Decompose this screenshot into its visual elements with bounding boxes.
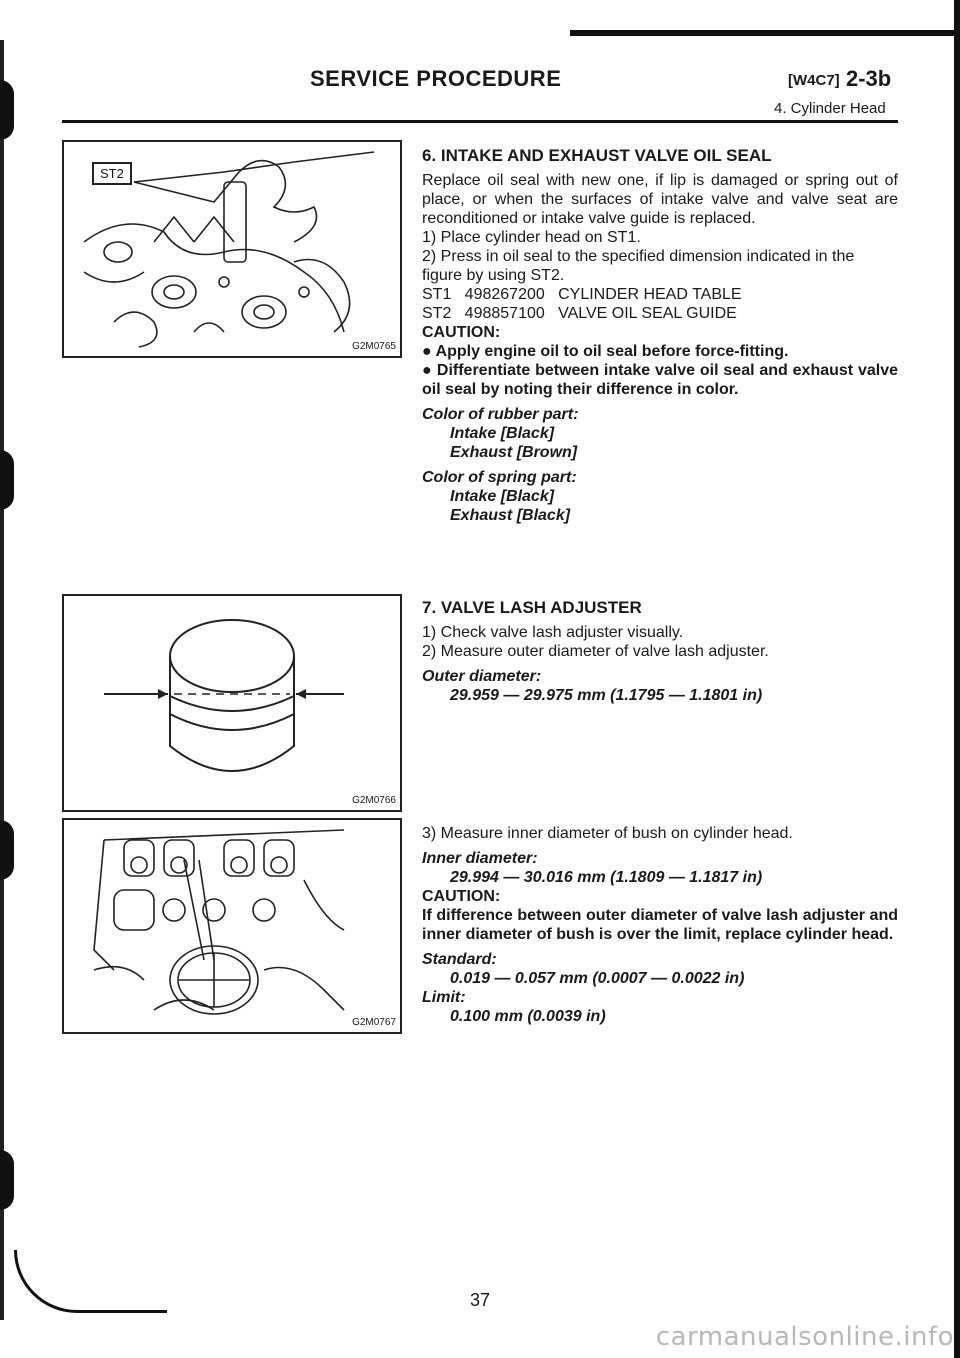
- page-edge: [954, 0, 960, 1358]
- binding-hole: [0, 1150, 14, 1210]
- caution-item: ● Differentiate between intake valve oil seal and exhaust valve oil seal by noting their difference in color.: [422, 362, 898, 398]
- step-text: 1) Check valve lash adjuster visually.: [422, 624, 684, 641]
- page-number: 37: [470, 1290, 491, 1310]
- binding-hole: [0, 80, 14, 140]
- section-oil-seal: [422, 146, 898, 525]
- spec-label: Limit:: [422, 989, 466, 1006]
- tool-spec: ST1 498267200 CYLINDER HEAD TABLE: [422, 286, 742, 303]
- page-header-title: SERVICE PROCEDURE: [310, 66, 562, 91]
- section-code: [W4C7]: [788, 72, 840, 89]
- section-lash-adjuster: [422, 598, 898, 705]
- scan-artifact: [570, 30, 960, 36]
- spec-value: Intake [Black]: [450, 488, 555, 505]
- section-bush-measure: [422, 824, 898, 1026]
- spec-label: Inner diameter:: [422, 850, 538, 867]
- figure-lash-adjuster: [62, 594, 402, 812]
- figure-id: G2M0767: [352, 1017, 396, 1028]
- figure-id: G2M0765: [352, 341, 396, 352]
- binding-hole: [0, 450, 14, 510]
- step-text: 2) Measure outer diameter of valve lash adjuster.: [422, 643, 769, 660]
- caution-item: ● Apply engine oil to oil seal before force-fitting.: [422, 343, 789, 360]
- tool-spec: ST2 498857100 VALVE OIL SEAL GUIDE: [422, 305, 737, 322]
- step-text: 1) Place cylinder head on ST1.: [422, 229, 641, 246]
- tool-label-st2: ST2: [92, 162, 132, 185]
- section-heading: 7. VALVE LASH ADJUSTER: [422, 598, 642, 617]
- step-text: 2) Press in oil seal to the specified dimension indicated in the figure by using ST2.: [422, 248, 855, 284]
- spec-value: 0.019 — 0.057 mm (0.0007 — 0.0022 in): [450, 970, 745, 987]
- caution-item: If difference between outer diameter of valve lash adjuster and inner diameter of bush is over the limit, replace cylinder head.: [422, 907, 898, 943]
- section-heading: 6. INTAKE AND EXHAUST VALVE OIL SEAL: [422, 146, 772, 165]
- caution-label: CAUTION:: [422, 324, 501, 341]
- paragraph: Replace oil seal with new one, if lip is damaged or spring out of place, or when the surfaces of intake valve and valve seat are reconditioned or intake valve guide is replaced.: [422, 172, 898, 227]
- spec-value: Intake [Black]: [450, 425, 555, 442]
- step-text: 3) Measure inner diameter of bush on cylinder head.: [422, 825, 793, 842]
- binding-hole: [0, 820, 14, 880]
- binding-edge: [0, 40, 14, 1320]
- figure-id: G2M0766: [352, 795, 396, 806]
- spec-label: Color of spring part:: [422, 469, 577, 486]
- spec-label: Color of rubber part:: [422, 406, 579, 423]
- bore-gauge-drawing: [64, 820, 400, 1032]
- figure-oil-seal-install: [62, 140, 402, 358]
- lash-adjuster-drawing: [64, 596, 400, 810]
- watermark: carmanualsonline.info: [655, 1322, 954, 1352]
- page-subtitle: 4. Cylinder Head: [774, 100, 886, 117]
- spec-label: Standard:: [422, 951, 497, 968]
- header-rule: [62, 120, 898, 123]
- spec-value: Exhaust [Black]: [450, 507, 571, 524]
- scan-artifact: [14, 1250, 167, 1313]
- spec-value: 0.100 mm (0.0039 in): [450, 1008, 606, 1025]
- spec-value: Exhaust [Brown]: [450, 444, 578, 461]
- caution-label: CAUTION:: [422, 888, 501, 905]
- section-number: 2-3b: [846, 66, 892, 91]
- figure-bush-measure: [62, 818, 402, 1034]
- spec-value: 29.959 — 29.975 mm (1.1795 — 1.1801 in): [450, 687, 763, 704]
- spec-label: Outer diameter:: [422, 668, 542, 685]
- spec-value: 29.994 — 30.016 mm (1.1809 — 1.1817 in): [450, 869, 763, 886]
